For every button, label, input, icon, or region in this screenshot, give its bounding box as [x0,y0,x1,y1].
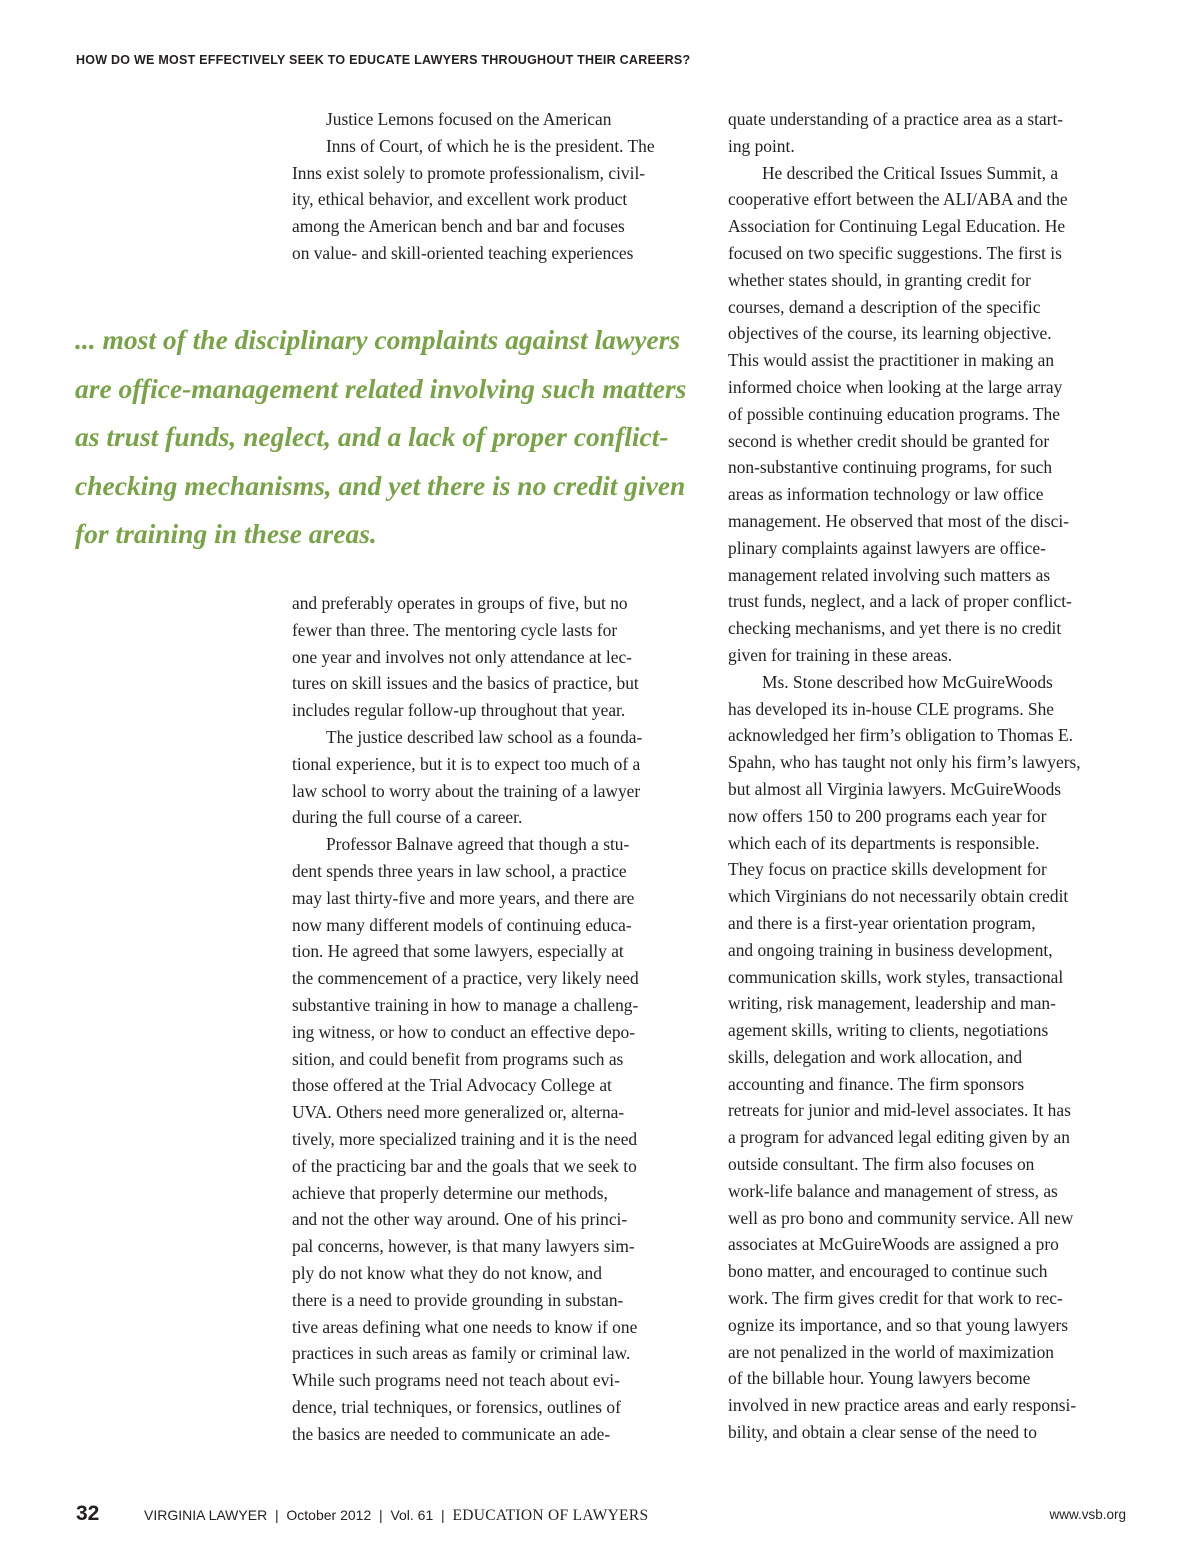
text-line: management related involving such matters as [728,564,1051,585]
pull-quote-line: are office-management related involving such matters [75,372,687,404]
text-line: well as pro bono and community service. All new [728,1207,1074,1228]
text-line: ing point. [728,135,795,156]
text-line: Justice Lemons focused on the American [326,109,612,129]
footer-separator: | [274,1507,279,1523]
text-line: tional experience, but it is to expect too much of a [292,753,641,774]
footer-publication-info [144,1507,648,1525]
text-line: are not penalized in the world of maximization [728,1341,1054,1362]
text-line: associates at McGuireWoods are assigned a pro [728,1234,1059,1255]
text-line: ity, ethical behavior, and excellent work product [292,189,628,210]
text-line: there is a need to provide grounding in substan- [292,1289,624,1310]
text-line: tion. He agreed that some lawyers, especially at [292,941,624,962]
text-line: ognize its importance, and so that young lawyers [728,1314,1069,1335]
text-line: practices in such areas as family or criminal law. [292,1343,631,1364]
text-line: Spahn, who has taught not only his firm’s lawyers, [728,752,1081,773]
text-line: now offers 150 to 200 programs each year for [728,805,1047,826]
page-number: 32 [76,1502,100,1525]
text-line: pal concerns, however, is that many lawyers sim- [292,1236,635,1257]
text-line: of possible continuing education programs. The [728,403,1060,424]
text-line: communication skills, work styles, transactional [728,966,1064,987]
column-b [728,106,1130,1446]
text-line: agement skills, writing to clients, negotiations [728,1020,1049,1041]
text-line: work. The firm gives credit for that work to rec- [728,1288,1063,1309]
text-line: substantive training in how to manage a challeng- [292,994,639,1015]
text-line: second is whether credit should be granted for [728,430,1050,451]
text-line: non-substantive continuing programs, for such [728,457,1053,478]
text-line: law school to worry about the training of a lawyer [292,780,641,801]
text-line: and there is a first-year orientation program, [728,912,1036,933]
text-line: trust funds, neglect, and a lack of proper conflict- [728,591,1072,612]
text-line: of the billable hour. Young lawyers become [728,1368,1031,1389]
text-line: ing witness, or how to conduct an effective depo- [292,1021,636,1042]
text-line: tures on skill issues and the basics of practice, but [292,673,639,694]
text-line: quate understanding of a practice area as a start- [728,109,1064,129]
text-line: and ongoing training in business development, [728,939,1053,960]
publication-name: VIRGINIA LAWYER [144,1507,268,1523]
text-line: retreats for junior and mid-level associates. It has [728,1100,1071,1121]
text-line: tively, more specialized training and it is the need [292,1128,638,1149]
text-line: one year and involves not only attendance at lec- [292,646,632,667]
website-url: www.vsb.org [1049,1507,1126,1522]
text-line: which Virginians do not necessarily obtain credit [728,886,1069,907]
text-line: accounting and finance. The firm sponsors [728,1073,1025,1094]
text-line: courses, demand a description of the specific [728,296,1041,317]
text-line: checking mechanisms, and yet there is no credit [728,618,1062,639]
text-line: involved in new practice areas and early responsi- [728,1395,1077,1416]
text-line: which each of its departments is responsible. [728,832,1040,853]
text-line: achieve that properly determine our methods, [292,1182,608,1203]
text-line: but almost all Virginia lawyers. McGuireWoods [728,778,1062,799]
text-line: during the full course of a career. [292,807,523,828]
column-a-bottom [292,590,692,1448]
text-line: tive areas defining what one needs to know if one [292,1316,638,1337]
text-line: Professor Balnave agreed that though a stu- [326,834,630,855]
text-line: on value- and skill-oriented teaching experiences [292,242,634,263]
text-line: and preferably operates in groups of five, but no [292,593,628,613]
text-line: whether states should, in granting credit for [728,269,1031,290]
text-line: focused on two specific suggestions. The first is [728,242,1062,263]
text-line: skills, delegation and work allocation, and [728,1046,1023,1067]
volume: Vol. 61 [390,1507,434,1523]
page-footer [76,1502,1126,1532]
text-line: The justice described law school as a founda- [326,726,643,747]
section-title: EDUCATION OF LAWYERS [452,1507,649,1524]
running-head: HOW DO WE MOST EFFECTIVELY SEEK TO EDUCATE LAWYERS THROUGHOUT THEIR CAREERS? [76,53,691,67]
text-line: They focus on practice skills development for [728,859,1047,880]
text-line: Inns of Court, of which he is the president. The [326,135,655,156]
pull-quote-line: checking mechanisms, and yet there is no credit given [75,469,686,501]
text-line: plinary complaints against lawyers are office- [728,537,1046,558]
text-line: now many different models of continuing educa- [292,914,632,935]
text-line: includes regular follow-up throughout that year. [292,700,626,721]
text-line: ply do not know what they do not know, and [292,1262,602,1283]
issue-date: October 2012 [286,1507,372,1523]
pull-quote-line: as trust funds, neglect, and a lack of proper conflict- [75,421,669,452]
column-a-top [292,106,692,267]
text-line: work-life balance and management of stress, as [728,1180,1058,1201]
text-line: He described the Critical Issues Summit, a [762,162,1059,183]
text-line: While such programs need not teach about evi- [292,1370,620,1391]
text-line: dent spends three years in law school, a practice [292,860,627,881]
text-line: dence, trial techniques, or forensics, outlines of [292,1396,621,1417]
pull-quote-line: ... most of the disciplinary complaints against lawyers [75,324,681,355]
paragraph [292,106,692,267]
text-line: given for training in these areas. [728,644,953,665]
text-line: bono matter, and encouraged to continue such [728,1261,1048,1282]
text-line: bility, and obtain a clear sense of the need to [728,1422,1037,1443]
text-line: of the practicing bar and the goals that we seek to [292,1155,637,1176]
text-line: fewer than three. The mentoring cycle lasts for [292,619,618,640]
text-line: the basics are needed to communicate an ade- [292,1423,611,1444]
text-line: may last thirty-five and more years, and there are [292,887,635,908]
footer-separator: | [379,1507,383,1523]
text-line: sition, and could benefit from programs such as [292,1048,624,1069]
text-line: areas as information technology or law office [728,484,1044,505]
text-line: and not the other way around. One of his princi- [292,1209,628,1230]
text-line: writing, risk management, leadership and man- [728,993,1056,1014]
text-line: the commencement of a practice, very likely need [292,968,639,989]
pull-quote-line: for training in these areas. [75,518,377,549]
text-line: a program for advanced legal editing given by an [728,1127,1070,1148]
text-line: has developed its in-house CLE programs. She [728,698,1055,719]
text-line: Inns exist solely to promote professionalism, civil- [292,162,646,183]
text-line: Ms. Stone described how McGuireWoods [762,671,1053,692]
text-line: Association for Continuing Legal Education. He [728,216,1066,237]
text-line: cooperative effort between the ALI/ABA and the [728,189,1068,210]
text-line: objectives of the course, its learning objective. [728,323,1052,344]
text-line: informed choice when looking at the large array [728,376,1063,397]
text-line: management. He observed that most of the disci- [728,510,1069,531]
text-line: outside consultant. The firm also focuses on [728,1154,1035,1175]
text-line: those offered at the Trial Advocacy College at [292,1075,612,1096]
pull-quote [75,316,695,559]
text-line: among the American bench and bar and focuses [292,216,625,237]
text-line: UVA. Others need more generalized or, alterna- [292,1102,625,1123]
text-line: acknowledged her firm’s obligation to Thomas E. [728,725,1074,746]
text-line: This would assist the practitioner in making an [728,350,1055,371]
footer-separator: | [441,1507,445,1523]
